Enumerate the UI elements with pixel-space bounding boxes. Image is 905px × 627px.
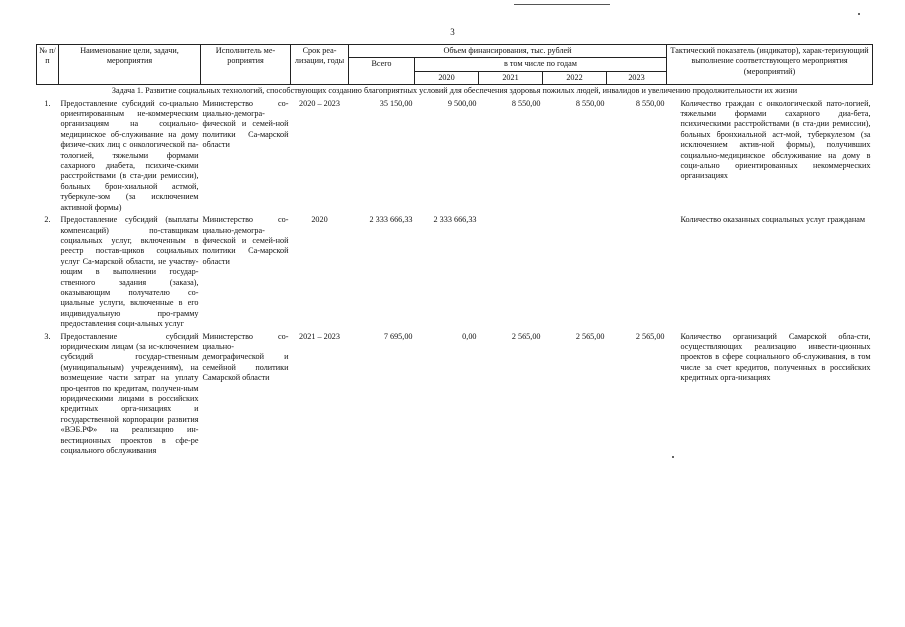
header-total: Всего <box>349 58 415 85</box>
row-executor: Министерство со-циально-демогра-фической и семей-ной политики Са-марской области <box>202 215 289 266</box>
row-term: 2020 <box>311 215 328 225</box>
table-row <box>37 214 873 330</box>
row-2020: 0,00 <box>462 331 477 341</box>
row-indicator: Количество организаций Самарской обла-сти, осуществляющих реализацию инвести-ционных проектов в сфере социального об-служивания, в том числе за счет кредитов, полученных в российских кредитных орга-низациях <box>680 331 871 383</box>
row-2020: 9 500,00 <box>447 98 477 108</box>
header-year-2023: 2023 <box>607 71 667 84</box>
header-year-2022: 2022 <box>543 71 607 84</box>
header-year-2021: 2021 <box>479 71 543 84</box>
row-total: 35 150,00 <box>379 98 413 108</box>
row-2023: 2 565,00 <box>635 331 665 341</box>
row-indicator: Количество граждан с онкологической пато-логией, тяжелыми формами сахарного диа-бета, психическими расстройствами (в ста-дии ремиссии), больных бронхиальной аст-мой, туберкулезом (за исключением актив-ной формы), получивших социально-медицинское обслуживание на дому в соци-ально ориентированных некоммерческих организациях <box>680 98 871 181</box>
row-num: 3. <box>44 331 51 341</box>
row-indicator: Количество оказанных социальных услуг гражданам <box>680 215 866 225</box>
row-name: Предоставление субсидий со-циально ориентированным не-коммерческим организациям на социально-медицинское об-служивание на дому физиче-ских лиц с онкологической па-тологией, тяжелыми формами сахарного диабета, психиче-скими расстройствами (в ста-дии ремиссии), больных брон-хиальной астмой, туберкуле-зом (за исключением активной формы) <box>60 98 199 212</box>
scan-line <box>514 4 610 5</box>
row-executor: Министерство со-циально-демографической и семейной политики Самарской области <box>202 331 289 383</box>
header-executor: Исполнитель ме-роприятия <box>201 45 291 85</box>
row-num: 2. <box>44 215 51 225</box>
row-name: Предоставление субсидий юридическим лицам (за ис-ключением субсидий государ-ственным (муниципальным) учреждениям), на возмещение части затрат на уплату про-центов по кредитам, получен-ным юридическими лицами в российских кредитных орга-низациях и государственной корпорации развития «ВЭБ.РФ» на реализацию ин-вестиционных проектов в сфе-ре социального обслуживания <box>60 331 199 456</box>
row-2022 <box>543 214 607 330</box>
row-name: Предоставление субсидий (выплаты компенсаций) по-ставщикам социальных услуг, включенным в реестр постав-щиков социальных услуг Са-марской области, не участву-ющим в выполнении государ-ственного задания (заказа), оказывающим получателю со-циальные услуги, включенные в его индивидуальную про-грамму предоставления соци-альных услуг <box>60 215 199 329</box>
row-2022: 8 550,00 <box>575 98 605 108</box>
row-term: 2021 – 2023 <box>299 331 340 341</box>
row-2022: 2 565,00 <box>575 331 605 341</box>
header-funding: Объем финансирования, тыс. рублей <box>349 45 667 58</box>
row-term: 2020 – 2023 <box>299 98 340 108</box>
header-year-2020: 2020 <box>415 71 479 84</box>
program-table <box>36 44 873 457</box>
row-2023 <box>607 214 667 330</box>
scan-speck <box>858 13 860 15</box>
row-2021 <box>479 214 543 330</box>
task-title: Задача 1. Развитие социальных технологий, способствующих созданию благоприятных условий для обеспечения здоровья пожилых людей, инвалидов и увеличению продолжительности их жизни <box>111 86 798 96</box>
table-row <box>37 331 873 458</box>
row-executor: Министерство со-циально-демогра-фической и семей-ной политики Са-марской области <box>202 98 289 150</box>
row-2021: 8 550,00 <box>511 98 541 108</box>
row-2021: 2 565,00 <box>511 331 541 341</box>
header-term: Срок реа-лизации, годы <box>291 45 349 85</box>
row-total: 2 333 666,33 <box>369 215 413 225</box>
header-name: Наименование цели, задачи, мероприятия <box>59 45 201 85</box>
row-num: 1. <box>44 98 51 108</box>
header-indicator: Тактический показатель (индикатор), харак-теризующий выполнение соответствующего мероприятия (мероприятий) <box>667 45 873 85</box>
row-2023: 8 550,00 <box>635 98 665 108</box>
header-by-years: в том числе по годам <box>415 58 667 71</box>
table-row <box>37 98 873 214</box>
row-2020: 2 333 666,33 <box>433 215 477 225</box>
header-num: № п/п <box>37 45 59 85</box>
page-number: 3 <box>450 27 455 37</box>
row-total: 7 695,00 <box>383 331 413 341</box>
